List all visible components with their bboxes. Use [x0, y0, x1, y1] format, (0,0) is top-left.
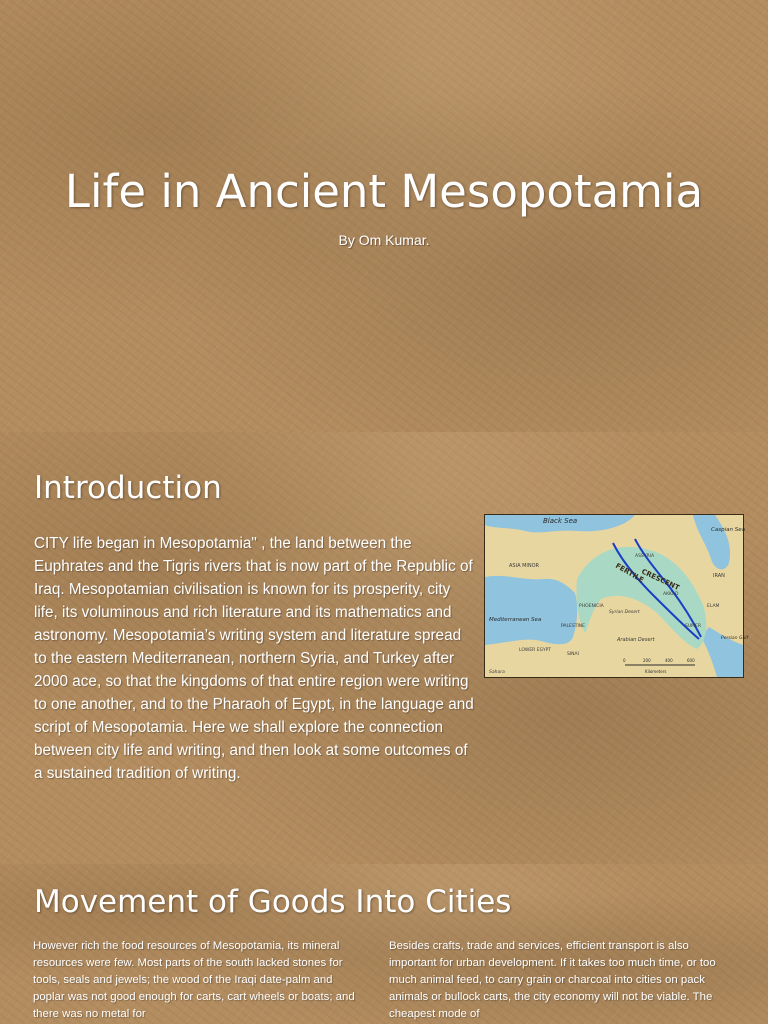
map-label-phoenicia: PHOENICIA — [579, 604, 604, 609]
fertile-crescent-map — [484, 514, 749, 678]
map-label-iran: IRAN — [713, 573, 725, 579]
movement-of-goods-heading: Movement of Goods Into Cities — [34, 884, 512, 920]
map-label-assyria: ASSYRIA — [635, 554, 655, 559]
goods-right-column: Besides crafts, trade and services, efficient transport is also important for urban development. If it takes too much time, or too much animal feed, to carry grain or charcoal into cities on pack animals or bullock carts, the city economy will not be viable. The cheapest mode of — [389, 940, 716, 1020]
introduction-slide — [0, 432, 768, 864]
title-slide — [0, 0, 768, 432]
map-label-sahara: Sahara — [489, 670, 505, 675]
map-label-mediterranean: Mediterranean Sea — [489, 617, 542, 623]
map-label-akkad: AKKAD — [663, 592, 679, 597]
map-graphic — [485, 515, 749, 677]
map-label-fertile: FERTILE — [614, 561, 646, 585]
introduction-heading: Introduction — [34, 470, 222, 506]
map-scale-600: 600 — [687, 658, 695, 663]
map-label-syrian-desert: Syrian Desert — [609, 610, 640, 615]
map-label-sumer: SUMER — [685, 624, 702, 629]
introduction-body: CITY life began in Mesopotamia" , the land between the Euphrates and the Tigris rivers that is now part of the Republic of Iraq. Mesopotamian civilisation is known for its prosperity, city life, its voluminous and rich literature and its mathematics and astronomy. Mesopotamia’s writing system and literature spread to the eastern Mediterranean, northern Syria, and Turkey after 2000 ace, so that the kingdoms of that entire region were writing to one another, and to the Pharaoh of Egypt, in the language and script of Mesopotamia. Here we shall explore the connection between city life and writing, and then look at some outcomes of a sustained tradition of writing. — [34, 535, 474, 782]
map-scale-200: 200 — [643, 658, 651, 663]
movement-of-goods-slide — [0, 864, 768, 1024]
map-label-palestine: PALESTINE — [561, 624, 585, 629]
map-scale-unit: Kilometers — [645, 669, 667, 674]
map-label-asia-minor: ASIA MINOR — [509, 563, 540, 569]
goods-left-column: However rich the food resources of Mesopotamia, its mineral resources were few. Most parts of the south lacked stones for tools, seals and jewels; the wood of the Iraqi date-palm and poplar was not good enough for carts, cart wheels or boats; and there was no metal for — [33, 940, 355, 1020]
map-label-caspian-sea: Caspian Sea — [711, 527, 745, 533]
map-label-arabian-desert: Arabian Desert — [617, 637, 655, 643]
presentation-author: By Om Kumar. — [338, 232, 430, 248]
map-label-black-sea: Black Sea — [543, 517, 578, 525]
map-label-persian-gulf: Persian Gulf — [721, 636, 749, 641]
presentation-title: Life in Ancient Mesopotamia — [64, 165, 704, 218]
map-label-crescent: CRESCENT — [640, 567, 681, 593]
map-label-sinai: SINAI — [567, 652, 579, 657]
map-label-lower-egypt: LOWER EGYPT — [519, 648, 552, 653]
map-label-elam: ELAM — [707, 604, 720, 609]
map-mediterranean-sea — [485, 576, 577, 645]
map-scale-400: 400 — [665, 658, 673, 663]
map-scale-0: 0 — [623, 658, 626, 663]
